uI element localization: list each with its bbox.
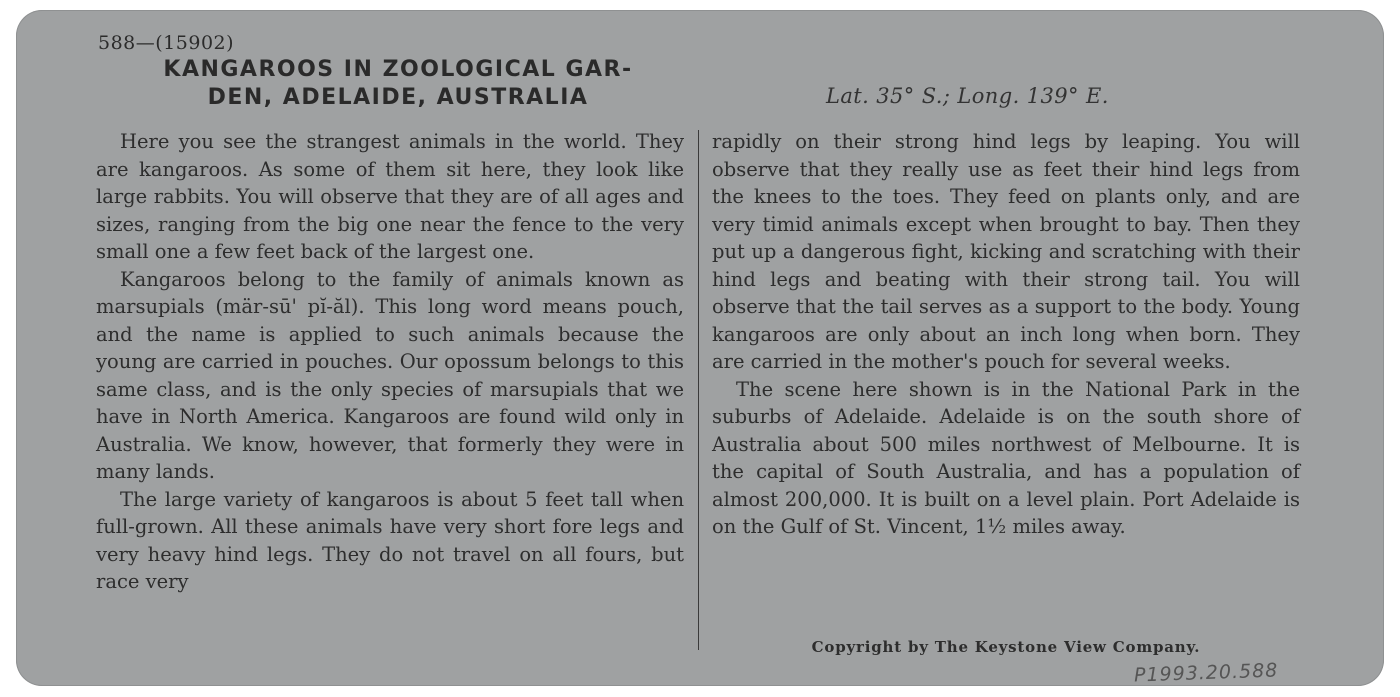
left-paragraph-1: Here you see the strangest animals in the world. They are kangaroos. As some of them sit here, they look like large rabbits. You will observe that they are of all ages and sizes, ranging from the big one near the fence to the very small one a few feet back of the largest one.: [96, 130, 684, 263]
latitude-longitude: Lat. 35° S.; Long. 139° E.: [826, 84, 1109, 108]
accession-number: P1993.20.588: [1133, 659, 1279, 687]
right-paragraph-1: rapidly on their strong hind legs by leaping. You will observe that they really use as feet their hind legs from the knees to the toes. They feed on plants only, and are very timid animals except when brought to bay. Then they put up a dangerous fight, kicking and scratching with their hind legs and beating with their strong tail. You will observe that the tail serves as a support to the body. Young kangaroos are only about an inch long when born. They are carried in the mother's pouch for several weeks.: [712, 130, 1300, 373]
left-paragraph-3: The large variety of kangaroos is about 5 feet tall when full-grown. All these animals have very short fore legs and very heavy hind legs. They do not travel on all fours, but race very: [96, 487, 684, 593]
left-text-column: [96, 128, 684, 596]
column-divider: [698, 130, 699, 650]
card-title-line-2: DEN, ADELAIDE, AUSTRALIA: [207, 85, 589, 110]
right-paragraph-2: The scene here shown is in the National Park in the suburbs of Adelaide. Adelaide is on the south shore of Australia about 500 miles northwest of Melbourne. It is the capital of South Australia, and has a population of almost 200,000. It is built on a level plain. Port Adelaide is on the Gulf of St. Vincent, 1½ miles away.: [712, 377, 1300, 538]
stereograph-card-back: [16, 10, 1384, 686]
right-text-column: [712, 128, 1300, 541]
left-paragraph-2: Kangaroos belong to the family of animals known as marsupials (mär-sū' pĭ-ăl). This long word means pouch, and the name is applied to such animals because the young are carried in pouches. Our opossum belongs to this same class, and is the only species of marsupials that we have in North America. Kangaroos are found wild only in Australia. We know, however, that formerly they were in many lands.: [96, 267, 684, 483]
card-title: [98, 56, 698, 112]
copyright-line: Copyright by The Keystone View Company.: [811, 638, 1201, 656]
card-title-line-1: KANGAROOS IN ZOOLOGICAL GAR-: [163, 57, 633, 82]
card-number: 588—(15902): [98, 32, 235, 54]
